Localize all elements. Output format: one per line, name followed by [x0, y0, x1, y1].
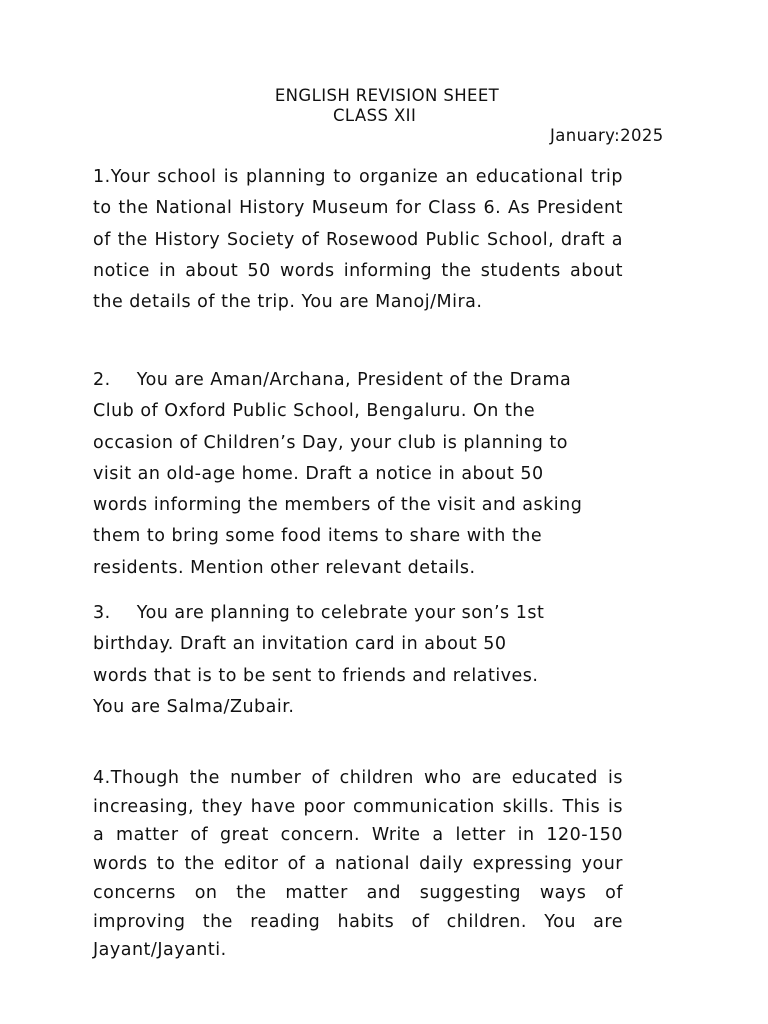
sheet-title: ENGLISH REVISION SHEET: [274, 86, 500, 105]
class-label: CLASS XII: [333, 106, 417, 125]
question-text: Though the number of children who are educated is increasing, they have poor communication skills. This is a matter of great concern. Write a letter in 120-150 words to the editor of a national daily expressing your concerns on the matter and suggesting ways of improving the reading habits of children. You are Jayant/Jayanti.: [93, 768, 623, 961]
sheet-date: January:2025: [550, 126, 664, 145]
question-4: [93, 764, 623, 965]
question-line: [93, 598, 633, 629]
question-line: [93, 365, 633, 396]
question-1: [93, 162, 623, 318]
question-line: words that is to be sent to friends and relatives.: [93, 665, 539, 686]
question-line: visit an old-age home. Draft a notice in about 50: [93, 463, 544, 484]
question-number: 1.: [93, 167, 111, 187]
question-line: Club of Oxford Public School, Bengaluru. On the: [93, 401, 536, 422]
question-text: Your school is planning to organize an educational trip to the National History Museum for Class 6. As President of the History Society of Rosewood Public School, draft a notice in about 50 words informing the students about the details of the trip. You are Manoj/Mira.: [93, 167, 623, 313]
question-line: residents. Mention other relevant details.: [93, 557, 476, 578]
question-text: You are planning to celebrate your son’s 1st: [136, 603, 545, 623]
question-text: You are Aman/Archana, President of the Drama: [136, 370, 572, 390]
question-number: 3.: [93, 603, 111, 623]
question-line: birthday. Draft an invitation card in about 50: [93, 634, 507, 655]
question-line: them to bring some food items to share with the: [93, 526, 543, 547]
question-2: [93, 365, 633, 584]
question-number: 2.: [93, 370, 111, 390]
question-line: You are Salma/Zubair.: [93, 696, 295, 717]
question-line: occasion of Children’s Day, your club is planning to: [93, 432, 568, 453]
question-number: 4.: [93, 768, 111, 788]
question-line: words informing the members of the visit and asking: [93, 495, 583, 516]
question-3: [93, 598, 633, 723]
